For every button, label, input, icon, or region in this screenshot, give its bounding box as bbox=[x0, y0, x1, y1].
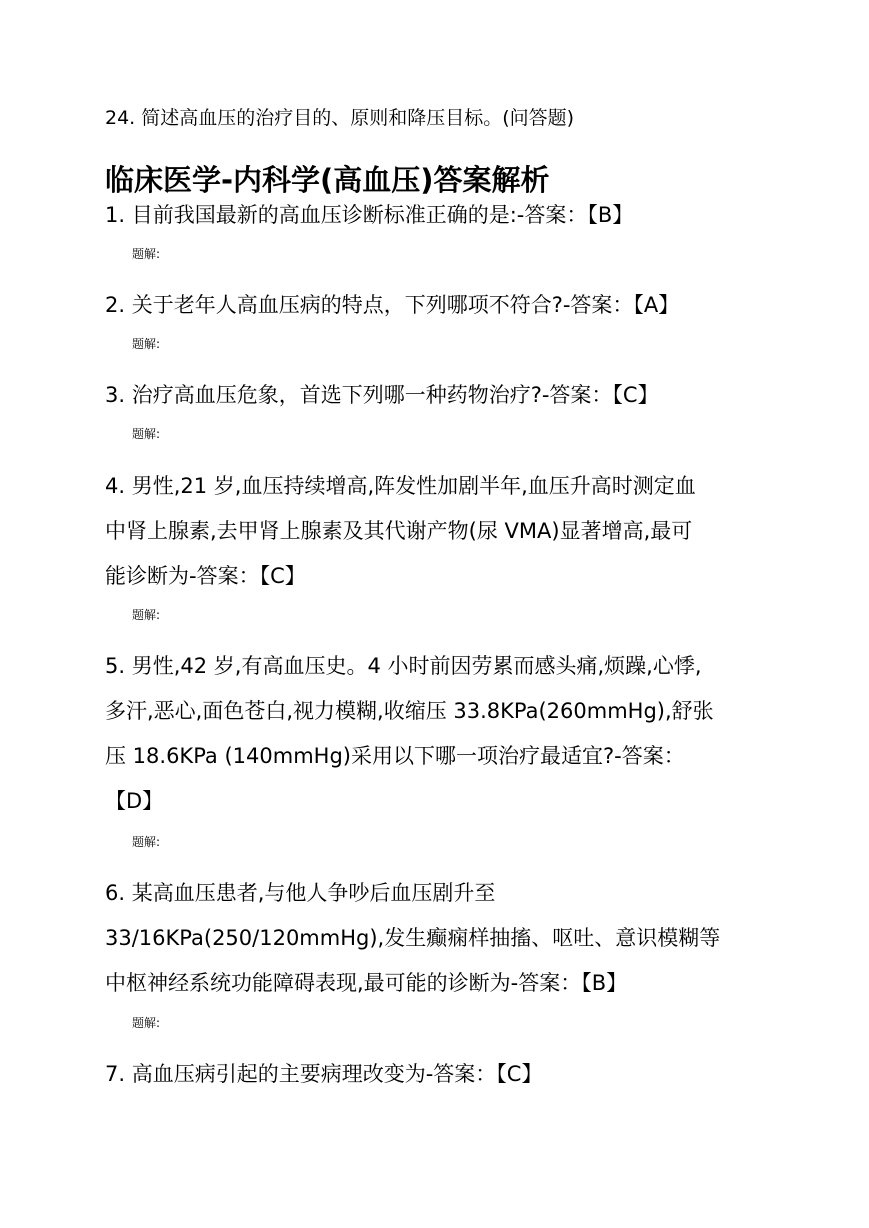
question-4-explanation-label: 题解: bbox=[132, 608, 161, 622]
question-2 bbox=[105, 283, 775, 328]
question-4-line-1: 4. 男性,21 岁,血压持续增高,阵发性加剧半年,血压升高时测定血 bbox=[105, 474, 696, 498]
question-4-line-2: 中肾上腺素,去甲肾上腺素及其代谢产物(尿 VMA)显著增高,最可 bbox=[105, 519, 693, 543]
section-title: 临床医学-内科学(高血压)答案解析 bbox=[105, 163, 550, 197]
question-6-line-3: 中枢神经系统功能障碍表现,最可能的诊断为-答案：【B】 bbox=[105, 971, 628, 995]
question-5-line-4: 【D】 bbox=[105, 789, 164, 813]
question-6-line-1: 6. 某高血压患者,与他人争吵后血压剧升至 bbox=[105, 881, 496, 905]
question-3-line-1: 3. 治疗高血压危象，首选下列哪一种药物治疗?-答案：【C】 bbox=[105, 383, 659, 407]
question-1 bbox=[105, 193, 775, 238]
question-1-explanation-label: 题解: bbox=[132, 247, 161, 261]
question-5-line-2: 多汗,恶心,面色苍白,视力模糊,收缩压 33.8KPa(260mmHg),舒张 bbox=[105, 699, 714, 723]
question-7 bbox=[105, 1052, 775, 1097]
question-5 bbox=[105, 644, 775, 824]
question-6 bbox=[105, 871, 775, 1006]
question-5-explanation-label: 题解: bbox=[132, 835, 161, 849]
question-4 bbox=[105, 464, 775, 599]
question-3-explanation-label: 题解: bbox=[132, 427, 161, 441]
question-4-line-3: 能诊断为-答案：【C】 bbox=[105, 564, 306, 588]
question-6-line-2: 33/16KPa(250/120mmHg),发生癫痫样抽搐、呕吐、意识模糊等 bbox=[105, 926, 721, 950]
question-6-explanation-label: 题解: bbox=[132, 1016, 161, 1030]
question-2-line-1: 2. 关于老年人高血压病的特点，下列哪项不符合?-答案：【A】 bbox=[105, 293, 680, 317]
question-2-explanation-label: 题解: bbox=[132, 337, 161, 351]
intro-question: 24. 简述高血压的治疗目的、原则和降压目标。(问答题) bbox=[105, 107, 575, 129]
question-7-line-1: 7. 高血压病引起的主要病理改变为-答案：【C】 bbox=[105, 1062, 543, 1086]
question-5-line-1: 5. 男性,42 岁,有高血压史。4 小时前因劳累而感头痛,烦躁,心悸, bbox=[105, 654, 702, 678]
question-1-line-1: 1. 目前我国最新的高血压诊断标准正确的是:-答案：【B】 bbox=[105, 203, 634, 227]
question-3 bbox=[105, 373, 775, 418]
question-5-line-3: 压 18.6KPa (140mmHg)采用以下哪一项治疗最适宜?-答案： bbox=[105, 744, 685, 768]
